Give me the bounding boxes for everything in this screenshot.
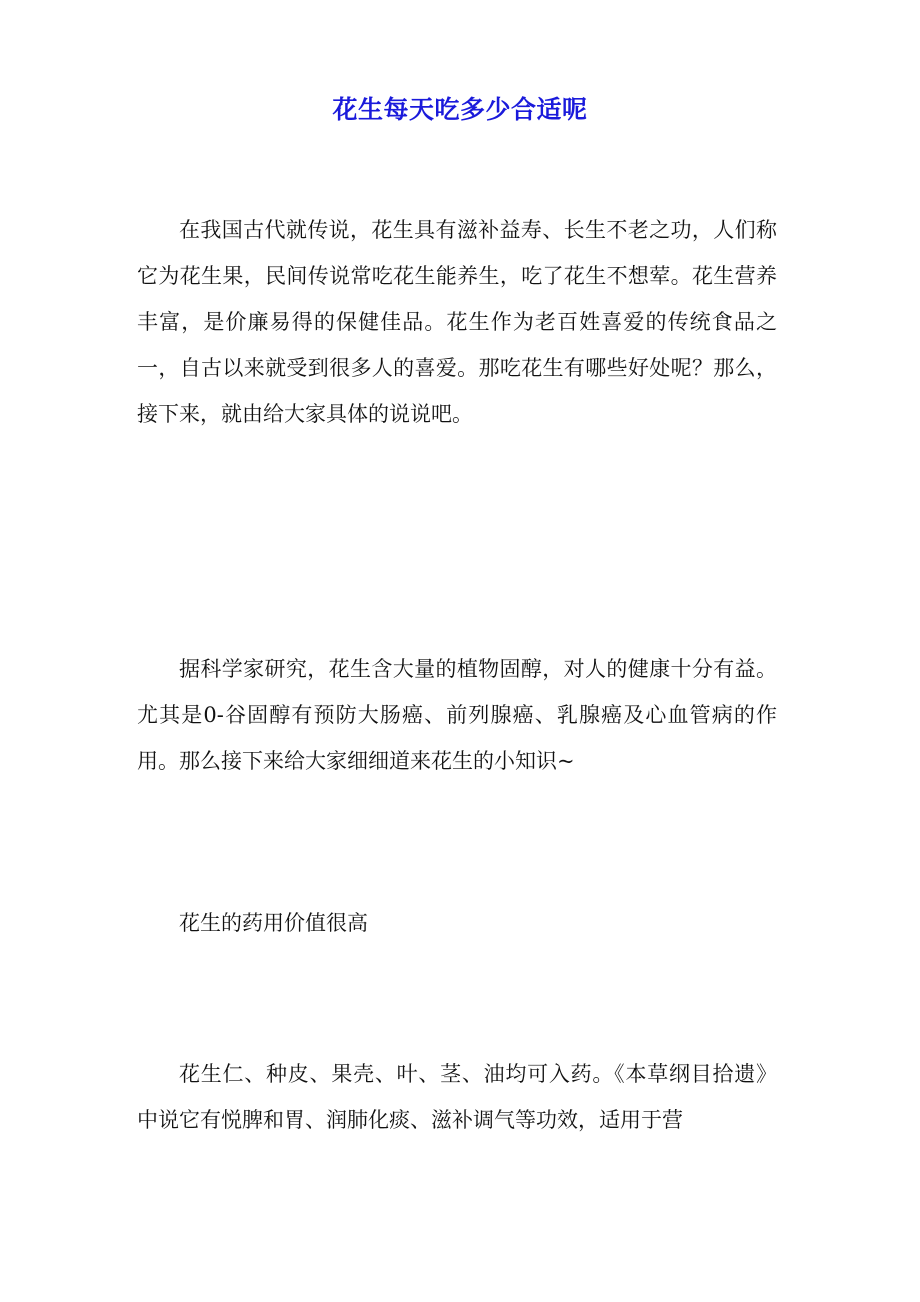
section-heading-medicinal-value: 花生的药用价值很高 <box>179 911 368 935</box>
paragraph-intro: 在我国古代就传说，花生具有滋补益寿、长生不老之功，人们称它为花生果，民间传说常吃花生能养生，吃了花生不想荤。花生营养丰富，是价廉易得的保健佳品。花生作为老百姓喜爱的传统食品之一，自古以来就受到很多人的喜爱。那吃花生有哪些好处呢？那么，接下来，就由给大家具体的说说吧。 <box>137 218 777 426</box>
document-title: 花生每天吃多少合适呢 <box>332 95 588 124</box>
paragraph-medicinal-uses: 花生仁、种皮、果壳、叶、茎、油均可入药。《本草纲目拾遗》中说它有悦脾和胃、润肺化痰、滋补调气等功效，适用于营 <box>137 1062 777 1132</box>
paragraph-research: 据科学家研究，花生含大量的植物固醇，对人的健康十分有益。尤其是0-谷固醇有预防大肠癌、前列腺癌、乳腺癌及心血管病的作用。那么接下来给大家细细道来花生的小知识~ <box>137 657 777 773</box>
